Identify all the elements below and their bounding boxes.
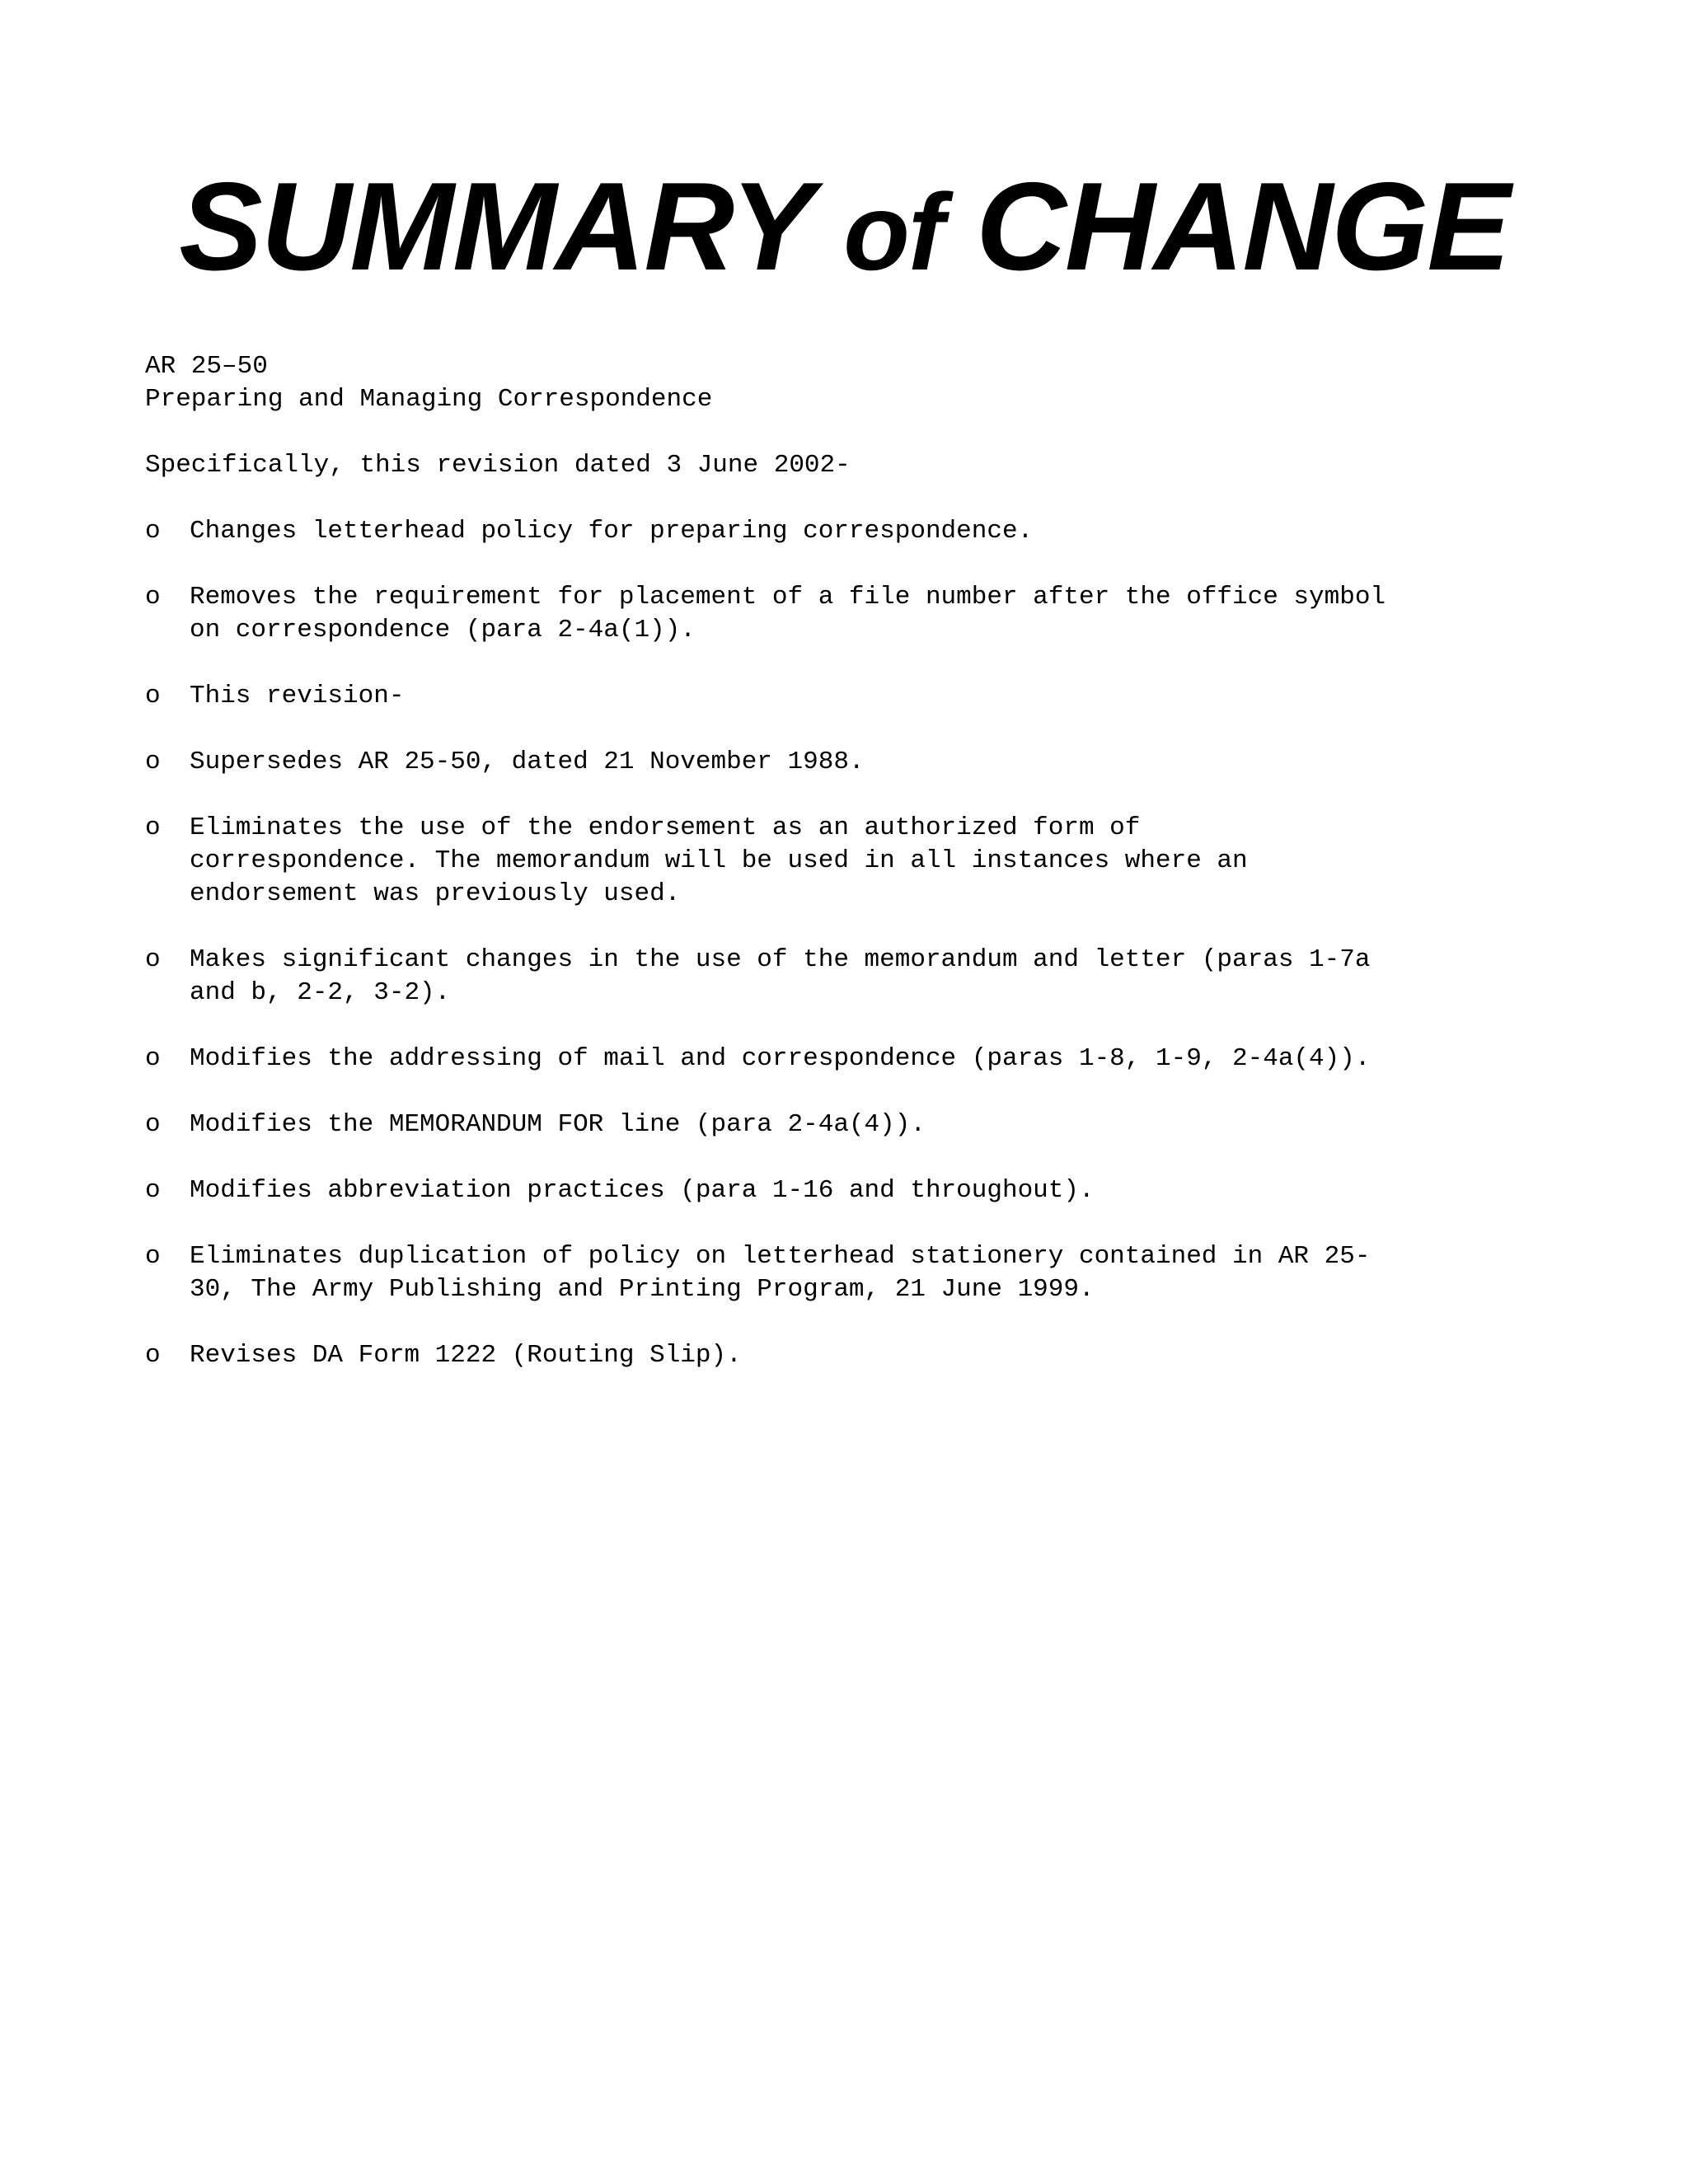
bullet-marker: o: [145, 682, 161, 710]
change-item-text: [190, 515, 1431, 548]
bullet-marker: o: [145, 517, 161, 546]
change-item: [145, 1240, 1431, 1306]
change-item-text: [190, 1043, 1431, 1076]
title-summary: SUMMARY: [179, 157, 811, 297]
summary-of-change-title: [0, 157, 1688, 298]
bullet-marker: o: [145, 813, 161, 842]
change-item-line: endorsement was previously used.: [190, 879, 681, 908]
change-item-line: Removes the requirement for placement of a file number after the office symbol: [190, 583, 1386, 612]
spacer: [145, 482, 1431, 515]
change-item-text: [190, 944, 1431, 1010]
summary-body: [145, 350, 1431, 1372]
regulation-subject: Preparing and Managing Correspondence: [145, 385, 713, 414]
change-item: [145, 944, 1431, 1010]
change-item-text: [190, 746, 1431, 779]
change-item-text: [190, 1174, 1431, 1207]
change-item-text: [190, 1108, 1431, 1141]
change-item: [145, 581, 1431, 647]
bullet-marker: o: [145, 1242, 161, 1271]
change-item-text: [190, 812, 1431, 911]
spacer: [145, 713, 1431, 746]
regulation-number: AR 25–50: [145, 352, 268, 381]
change-item-line: correspondence. The memorandum will be used in all instances where an: [190, 846, 1248, 875]
change-item-line: Eliminates the use of the endorsement as an authorized form of: [190, 813, 1141, 842]
title-change: CHANGE: [976, 157, 1509, 297]
spacer: [145, 911, 1431, 944]
change-item: [145, 515, 1431, 548]
bullet-marker: o: [145, 1341, 161, 1370]
change-item-text: [190, 680, 1431, 713]
spacer: [145, 647, 1431, 680]
spacer: [145, 1076, 1431, 1108]
change-item-line: on correspondence (para 2-4a(1)).: [190, 616, 696, 644]
change-item-line: Changes letterhead policy for preparing correspondence.: [190, 517, 1034, 546]
change-item-line: This revision-: [190, 682, 405, 710]
change-item-line: and b, 2-2, 3-2).: [190, 978, 451, 1007]
change-item: [145, 1174, 1431, 1207]
change-item-text: [190, 1240, 1431, 1306]
change-item-line: 30, The Army Publishing and Printing Program, 21 June 1999.: [190, 1275, 1095, 1304]
spacer: [145, 1207, 1431, 1240]
revision-intro: Specifically, this revision dated 3 June 2002-: [145, 451, 851, 480]
spacer: [145, 779, 1431, 812]
change-item-line: Eliminates duplication of policy on letterhead stationery contained in AR 25-: [190, 1242, 1371, 1271]
bullet-marker: o: [145, 1110, 161, 1139]
bullet-marker: o: [145, 748, 161, 776]
spacer: [145, 1010, 1431, 1043]
bullet-marker: o: [145, 945, 161, 974]
change-item-line: Makes significant changes in the use of the memorandum and letter (paras 1-7a: [190, 945, 1371, 974]
change-item: [145, 1108, 1431, 1141]
change-item-line: Supersedes AR 25-50, dated 21 November 1988.: [190, 748, 865, 776]
change-item: [145, 1339, 1431, 1372]
bullet-marker: o: [145, 1176, 161, 1205]
bullet-marker: o: [145, 1044, 161, 1073]
title-of: of: [843, 171, 943, 293]
change-item: [145, 746, 1431, 779]
change-item-text: [190, 1339, 1431, 1372]
spacer: [145, 548, 1431, 581]
change-item-text: [190, 581, 1431, 647]
change-item-line: Modifies the MEMORANDUM FOR line (para 2-4a(4)).: [190, 1110, 926, 1139]
change-items-list: [145, 515, 1431, 1372]
spacer: [145, 416, 1431, 449]
change-item: [145, 1043, 1431, 1076]
change-item: [145, 680, 1431, 713]
spacer: [145, 1306, 1431, 1339]
change-item: [145, 812, 1431, 911]
change-item-line: Modifies abbreviation practices (para 1-16 and throughout).: [190, 1176, 1095, 1205]
bullet-marker: o: [145, 583, 161, 612]
spacer: [145, 1141, 1431, 1174]
change-item-line: Revises DA Form 1222 (Routing Slip).: [190, 1341, 742, 1370]
change-item-line: Modifies the addressing of mail and correspondence (paras 1-8, 1-9, 2-4a(4)).: [190, 1044, 1371, 1073]
